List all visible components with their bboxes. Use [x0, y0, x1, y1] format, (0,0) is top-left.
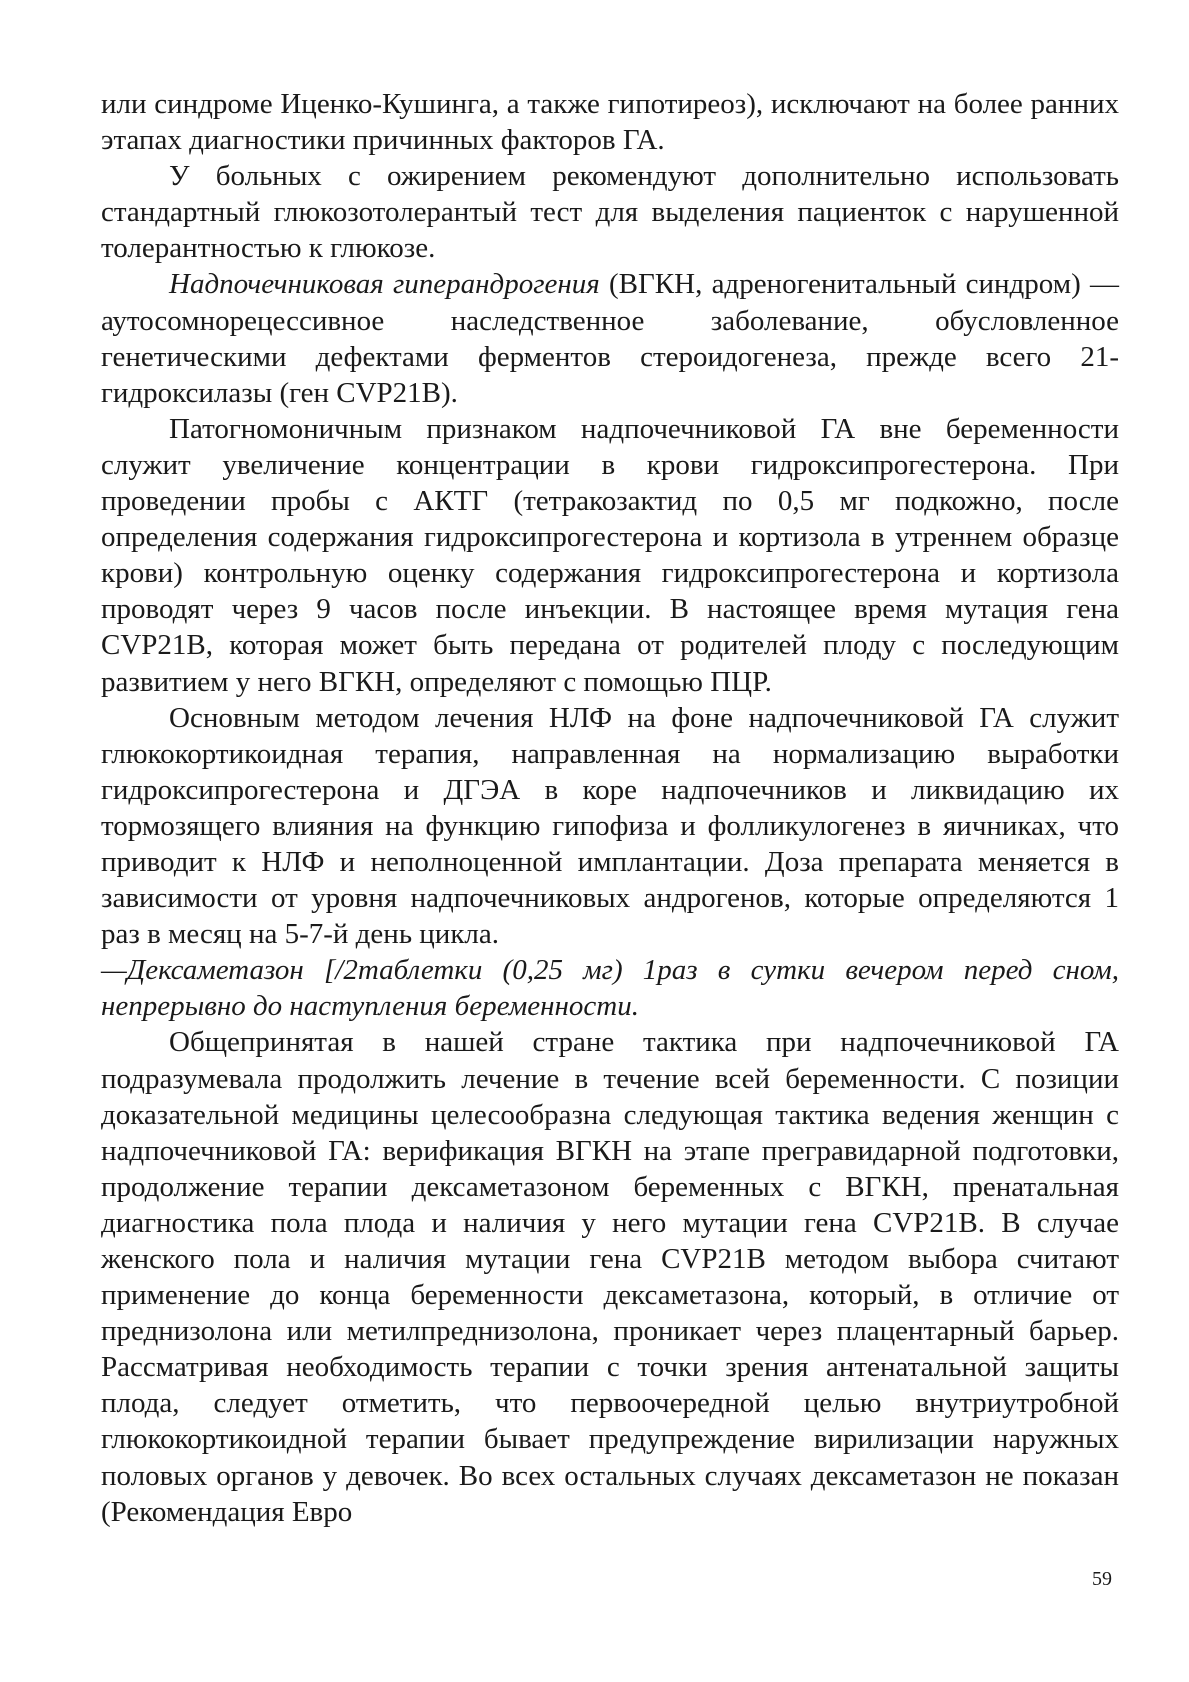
- paragraph-2: У больных с ожирением рекомендуют дополнительно использовать стандартный глюкозотолерантый тест для выделения пациенток с нарушенной толерантностью к глюкозе.: [101, 160, 1119, 265]
- paragraph-3-text: (ВГКН, адреногенитальный синдром) — аутосомнорецессивное наследственное заболевание, обусловленное генетическими дефектами ферментов стероидогенеза, прежде всего 21-гидроксилазы (ген CVP21B).: [101, 268, 1119, 409]
- paragraph-5: Основным методом лечения НЛФ на фоне надпочечниковой ГА служит глюкокортикоидная терапия, направленная на нормализацию выработки гидроксипрогестерона и ДГЭА в коре надпочечников и ликвидацию их тормозящего влияния на функцию гипофиза и фолликулогенез в яичниках, что приводит к НЛФ и неполноценной имплантации. Доза препарата меняется в зависимости от уровня надпочечниковых андрогенов, которые определяются 1 раз в месяц на 5-7-й день цикла.: [101, 701, 1119, 951]
- paragraph-4: Патогномоничным признаком надпочечниковой ГА вне беременности служит увеличение концентрации в крови гидроксипрогестерона. При проведении пробы с АКТГ (тетракозактид по 0,5 мг подкожно, после определения содержания гидроксипрогестерона и кортизола в утреннем образце крови) контрольную оценку содержания гидроксипрогестерона и кортизола проводят через 9 часов после инъекции. В настоящее время мутация гена CVP21B, которая может быть передана от родителей плоду с последующим развитием у него ВГКН, определяют с помощью ПЦР.: [101, 412, 1119, 698]
- paragraph-3: [101, 266, 1119, 410]
- page-body: [101, 86, 1119, 1530]
- paragraph-1: или синдроме Иценко-Кушинга, а также гипотиреоз), исключают на более ранних этапах диагностики причинных факторов ГА.: [101, 88, 1119, 157]
- term-adrenal-hyperandrogenism: Надпочечниковая гиперандрогения: [169, 268, 600, 301]
- page-number: 59: [1092, 1568, 1112, 1590]
- paragraph-7: Общепринятая в нашей стране тактика при надпочечниковой ГА подразумевала продолжить лечение в течение всей беременности. С позиции доказательной медицины целесообразна следующая тактика ведения женщин с надпочечниковой ГА: верификация ВГКН на этапе прегравидарной подготовки, продолжение терапии дексаметазоном беременных с ВГКН, пренатальная диагностика пола плода и наличия у него мутации гена CVP21B. В случае женского пола и наличия мутации гена CVP21B методом выбора считают применение до конца беременности дексаметазона, который, в отличие от преднизолона или метилпреднизолона, проникает через плацентарный барьер. Рассматривая необходимость терапии с точки зрения антенатальной защиты плода, следует отметить, что первоочередной целью внутриутробной глюкокортикоидной терапии бывает предупреждение вирилизации наружных половых органов у девочек. Во всех остальных случаях дексаметазон не показан (Рекомендация Евро: [101, 1026, 1119, 1528]
- dexamethasone-dosage: —Дексаметазон [/2таблетки (0,25 мг) 1раз в сутки вечером перед сном, непрерывно до наступления беременности.: [101, 954, 1119, 1023]
